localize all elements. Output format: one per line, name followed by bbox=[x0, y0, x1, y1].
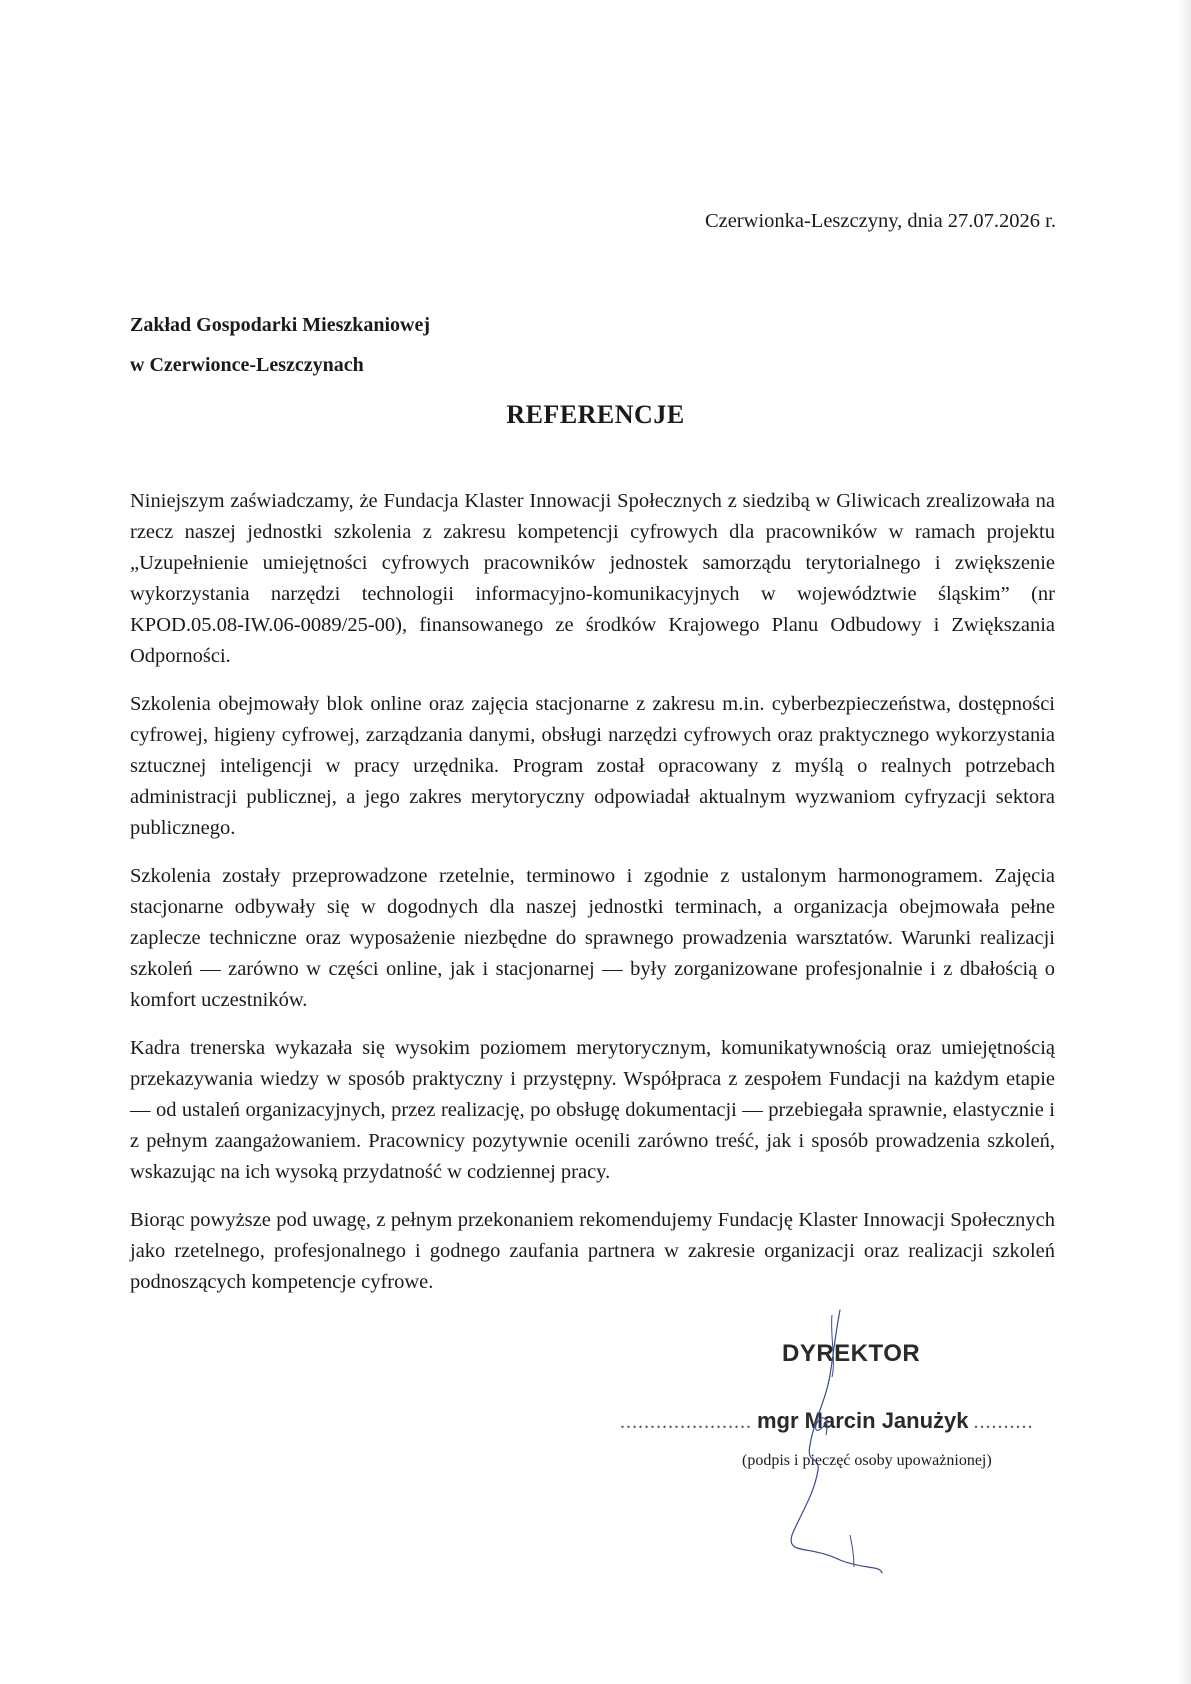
handwritten-signature bbox=[770, 1305, 950, 1575]
body-paragraph: Biorąc powyższe pod uwagę, z pełnym przekonaniem rekomendujemy Fundację Klaster Innowacji Społecznych jako rzetelnego, profesjonalnego i godnego zaufania partnera w zakresie organizacji oraz realizacji szkoleń podnoszących kompetencje cyfrowe. bbox=[130, 1209, 1055, 1293]
body-paragraph: Szkolenia zostały przeprowadzone rzetelnie, terminowo i zgodnie z ustalonym harmonogramem. Zajęcia stacjonarne odbywały się w dogodnych dla naszej jednostki terminach, a organizacja obejmowała pełne zaplecze techniczne oraz wyposażenie niezbędne do sprawnego prowadzenia warsztatów. Warunki realizacji szkoleń — zarówno w części online, jak i stacjonarnej — były zorganizowane profesjonalnie i z dbałością o komfort uczestników. bbox=[130, 865, 1055, 1011]
signature-dots-left: ...................... bbox=[620, 1411, 752, 1433]
stamp-title: DYREKTOR bbox=[782, 1340, 921, 1367]
signature-caption: (podpis i pieczęć osoby upoważnionej) bbox=[742, 1452, 992, 1469]
body-paragraph: Niniejszym zaświadczamy, że Fundacja Klaster Innowacji Społecznych z siedzibą w Gliwicach zrealizowała na rzecz naszej jednostki szkolenia z zakresu kompetencji cyfrowych dla pracowników w ramach projektu „Uzupełnienie umiejętności cyfrowych pracowników jednostek samorządu terytorialnego i zwiększenie wykorzystania narzędzi technologii informacyjno-komunikacyjnych w województwie śląskim” (nr KPOD.05.08-IW.06-0089/25-00), finansowanego ze środków Krajowego Planu Odbudowy i Zwiększania Odporności. bbox=[130, 490, 1055, 667]
addressee-block bbox=[130, 305, 430, 385]
body-paragraph: Szkolenia obejmowały blok online oraz zajęcia stacjonarne z zakresu m.in. cyberbezpieczeństwa, dostępności cyfrowej, higieny cyfrowej, zarządzania danymi, obsługi narzędzi cyfrowych oraz praktycznego wykorzystania sztucznej inteligencji w pracy urzędnika. Program został opracowany z myślą o realnych potrzebach administracji publicznej, a jego zakres merytoryczny odpowiadał aktualnym wyzwaniom cyfryzacji sektora publicznego. bbox=[130, 693, 1055, 839]
document-title: REFERENCJE bbox=[506, 400, 685, 429]
addressee-line-1: Zakład Gospodarki Mieszkaniowej bbox=[130, 314, 431, 336]
scan-edge-shadow bbox=[1177, 0, 1191, 1684]
letter-body bbox=[130, 486, 1055, 1315]
addressee-line-2: w Czerwionce-Leszczynach bbox=[130, 354, 364, 376]
stamp-name: mgr Marcin Janużyk bbox=[757, 1408, 969, 1433]
signature-dots-right: .......... bbox=[973, 1411, 1034, 1433]
body-paragraph: Kadra trenerska wykazała się wysokim poziomem merytorycznym, komunikatywnością oraz umiejętnością przekazywania wiedzy w sposób praktyczny i przystępny. Współpraca z zespołem Fundacji na każdym etapie — od ustaleń organizacyjnych, przez realizację, po obsługę dokumentacji — przebiegała sprawnie, elastycznie i z pełnym zaangażowaniem. Pracownicy pozytywnie ocenili zarówno treść, jak i sposób prowadzenia szkoleń, wskazując na ich wysoką przydatność w codziennej pracy. bbox=[130, 1037, 1055, 1183]
place-date: Czerwionka-Leszczyny, dnia 27.07.2026 r. bbox=[704, 210, 1056, 232]
